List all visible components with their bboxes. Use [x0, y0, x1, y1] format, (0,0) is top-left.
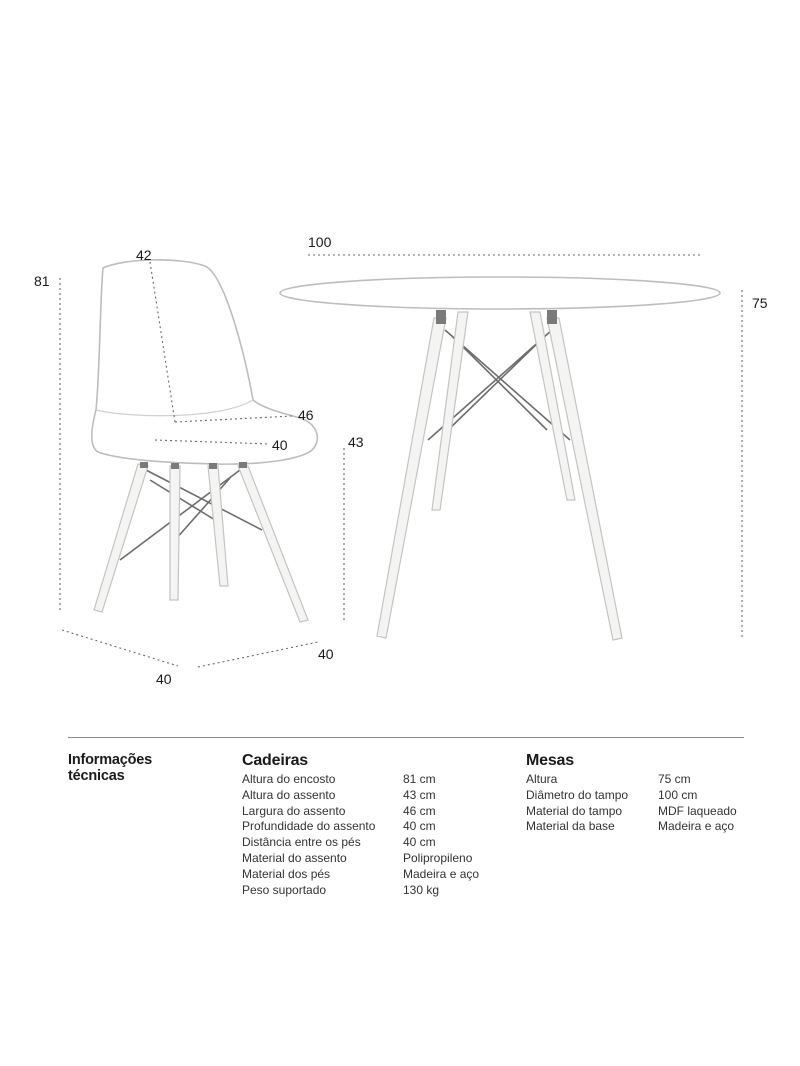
dim-chair-seat-width: 46: [298, 407, 314, 423]
spec-label: Peso suportado: [242, 882, 327, 897]
dim-chair-back-width: 42: [136, 247, 152, 263]
dim-chair-base-front: 40: [318, 646, 334, 662]
spec-value: Madeira e aço: [658, 819, 735, 834]
section-divider: [68, 737, 744, 738]
spec-label: Material dos pés: [242, 866, 331, 881]
spec-row: [242, 772, 512, 788]
spec-label: Material do tampo: [526, 803, 623, 818]
info-title-line2: técnicas: [68, 768, 125, 784]
info-title: [68, 752, 152, 784]
spec-label: Largura do assento: [242, 803, 346, 818]
chairs-title: Cadeiras: [242, 752, 308, 769]
dim-table-diameter: 100: [308, 234, 332, 250]
spec-label: Altura do encosto: [242, 772, 336, 786]
chairs-specs: [242, 752, 512, 898]
spec-value: 43 cm: [403, 787, 436, 802]
spec-label: Material do assento: [242, 850, 347, 865]
spec-value: 130 kg: [403, 882, 440, 897]
spec-value: 40 cm: [403, 819, 436, 834]
tables-title: Mesas: [526, 752, 574, 769]
spec-value: MDF laqueado: [658, 803, 737, 818]
spec-value: 46 cm: [403, 803, 436, 818]
spec-row: [242, 804, 512, 820]
spec-label: Altura: [526, 772, 558, 786]
spec-value: 100 cm: [658, 787, 698, 802]
dim-chair-height: 81: [34, 273, 50, 289]
info-title-line1: Informações: [68, 752, 153, 768]
table-top: [280, 277, 720, 309]
spec-value: 81 cm: [403, 772, 436, 786]
spec-label: Material da base: [526, 819, 615, 834]
spec-row: [526, 819, 776, 835]
spec-row: [242, 883, 512, 899]
spec-label: Distância entre os pés: [242, 835, 361, 850]
spec-row: [526, 788, 776, 804]
spec-value: Polipropileno: [403, 850, 473, 865]
spec-value: 40 cm: [403, 835, 436, 850]
dim-chair-seat-depth: 40: [272, 437, 288, 453]
spec-row: [526, 804, 776, 820]
dim-chair-seat-height: 43: [348, 434, 364, 450]
spec-row: [242, 788, 512, 804]
spec-row: [526, 772, 776, 788]
spec-row: [242, 835, 512, 851]
spec-label: Altura do assento: [242, 787, 336, 802]
spec-value: Madeira e aço: [403, 866, 480, 881]
spec-label: Diâmetro do tampo: [526, 787, 629, 802]
spec-row: [242, 851, 512, 867]
spec-row: [242, 867, 512, 883]
spec-row: [242, 819, 512, 835]
spec-value: 75 cm: [658, 772, 691, 786]
dim-chair-base-side: 40: [156, 671, 172, 687]
spec-label: Profundidade do assento: [242, 819, 376, 834]
tables-specs: [526, 752, 776, 835]
dim-table-height: 75: [752, 295, 768, 311]
chair-illustration: [34, 247, 364, 687]
